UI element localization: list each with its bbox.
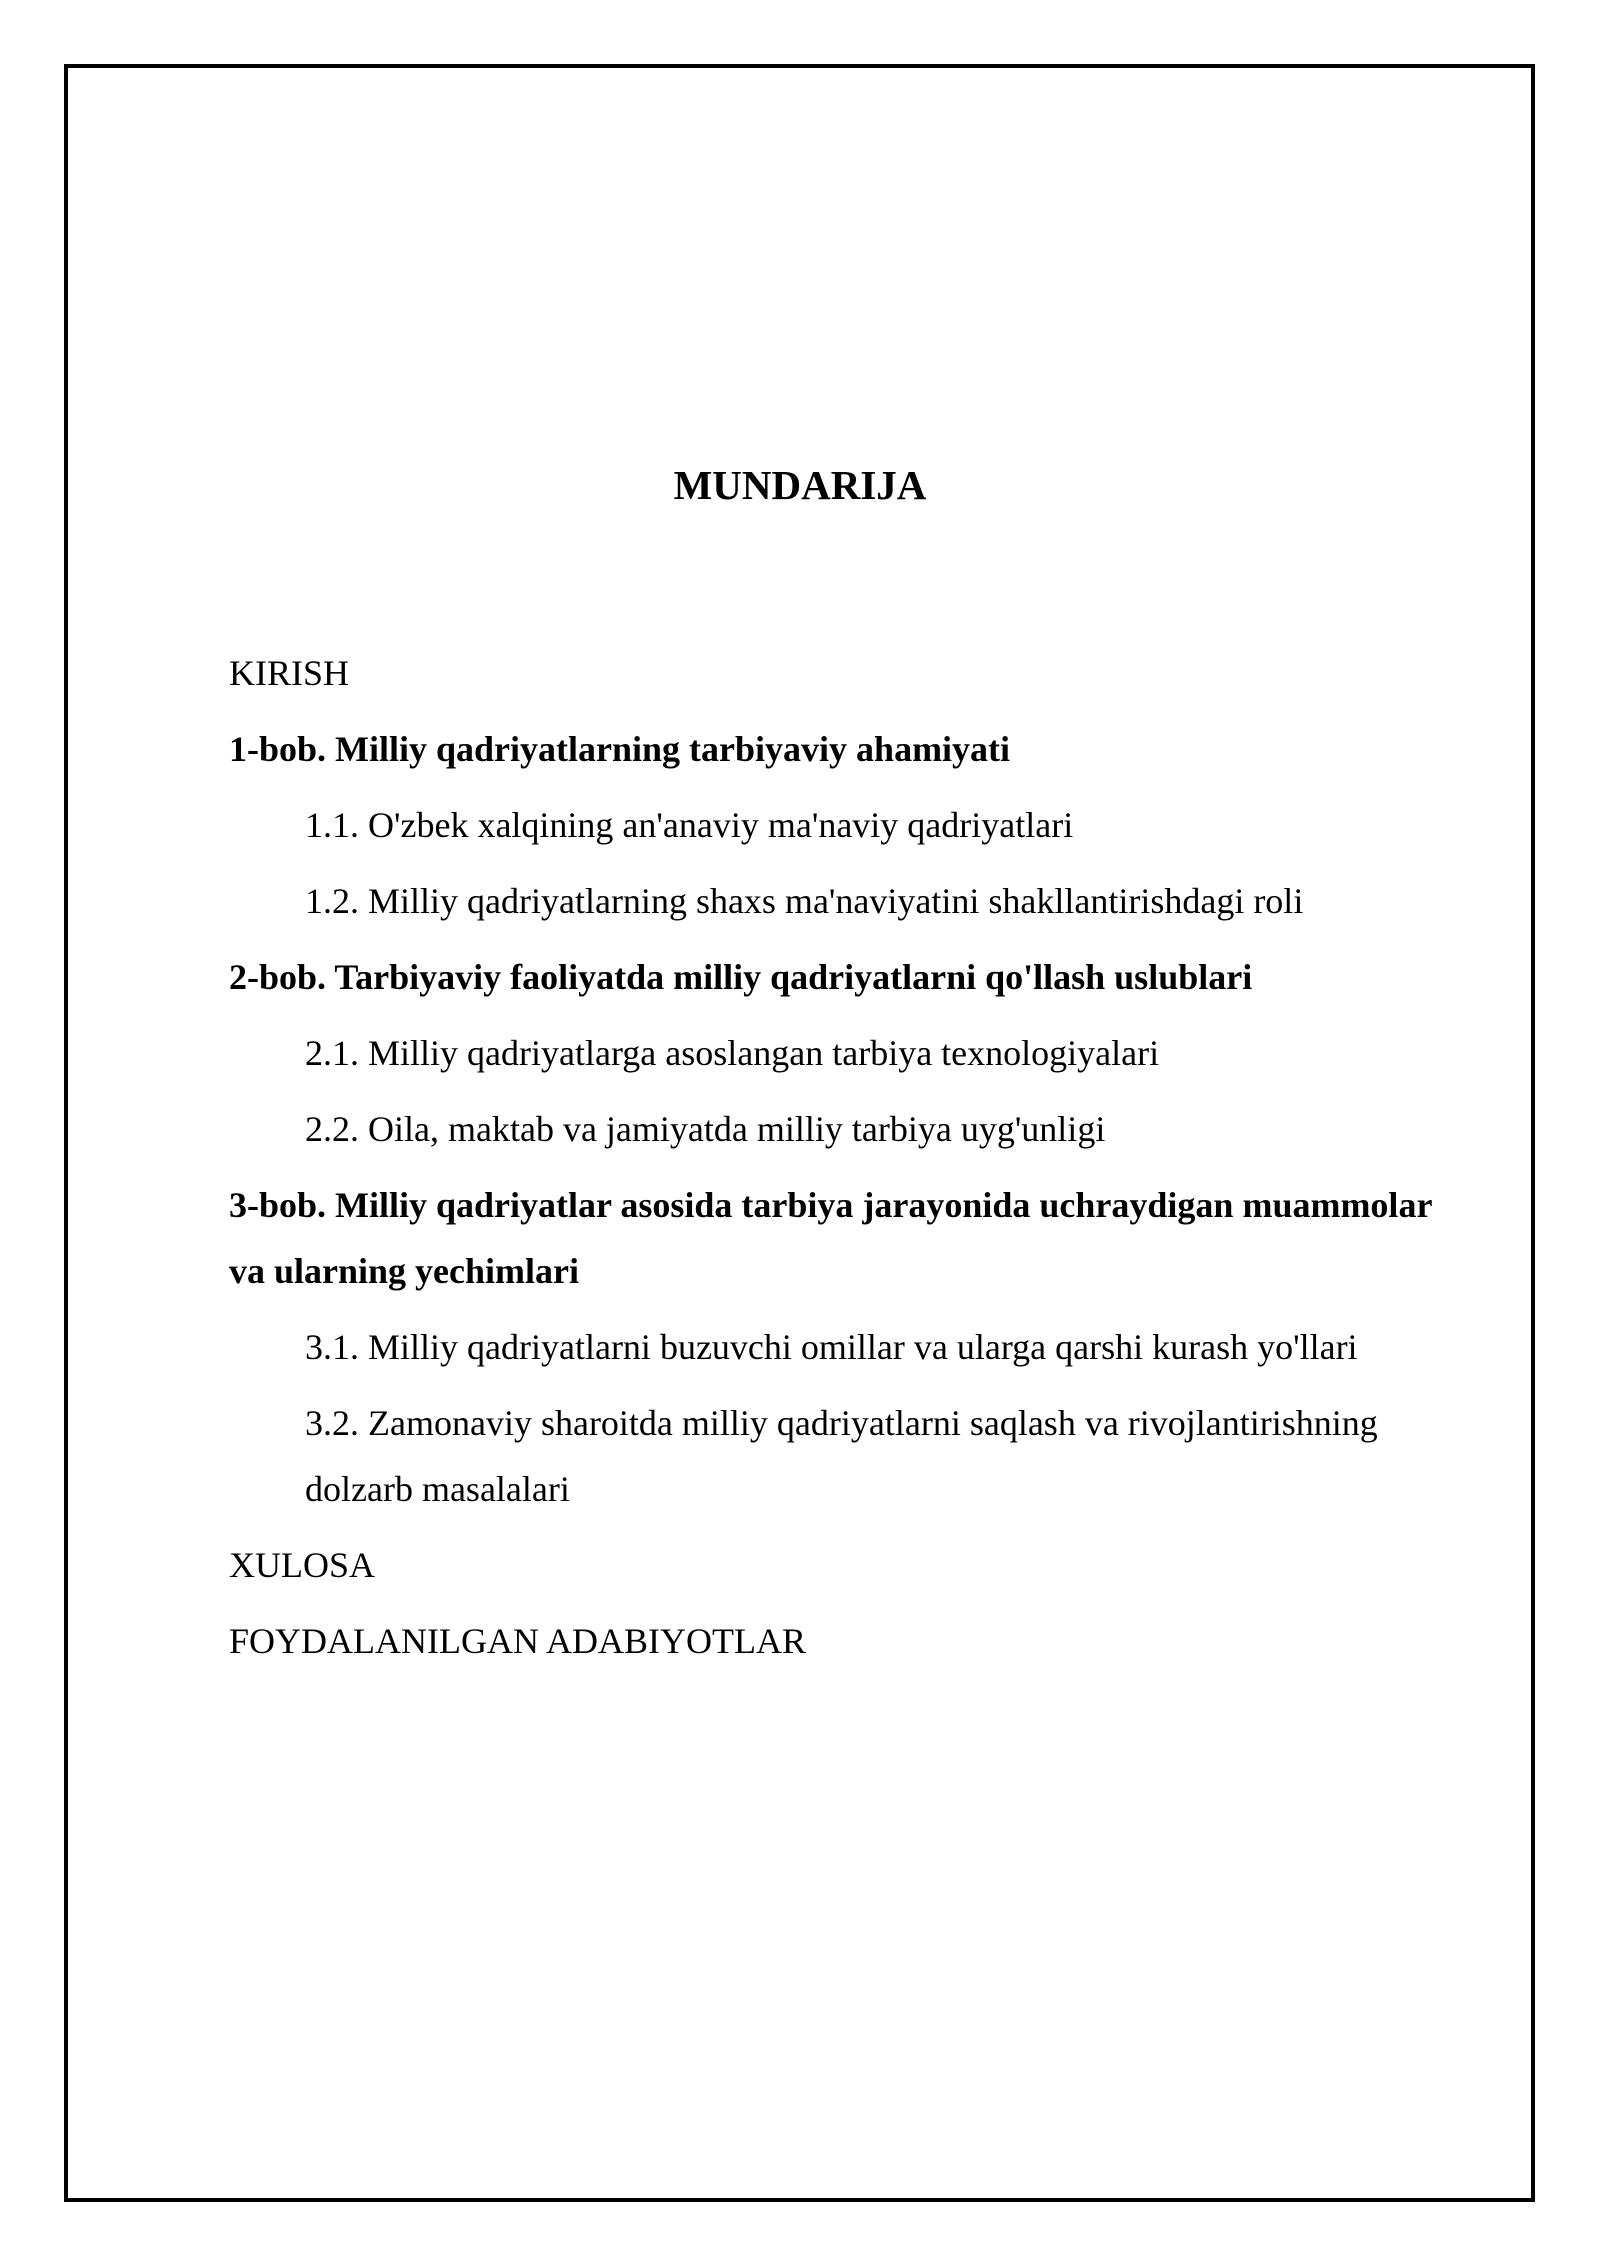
table-of-contents: [229, 640, 1449, 1684]
toc-subsection-3-1: 3.1. Milliy qadriyatlarni buzuvchi omillar va ularga qarshi kurash yo'llari: [305, 1327, 1358, 1367]
toc-subsection-1-1: 1.1. O'zbek xalqining an'anaviy ma'naviy qadriyatlari: [305, 805, 1074, 845]
toc-chapter-1: 1-bob. Milliy qadriyatlarning tarbiyaviy ahamiyati: [229, 729, 1011, 769]
toc-chapter-3: 3-bob. Milliy qadriyatlar asosida tarbiya jarayonida uchraydigan muammolar va ularning yechimlari: [229, 1185, 1432, 1291]
toc-chapter-2: 2-bob. Tarbiyaviy faoliyatda milliy qadriyatlarni qo'llash uslublari: [229, 957, 1253, 997]
toc-subsection-1-2: 1.2. Milliy qadriyatlarning shaxs ma'naviyatini shakllantirishdagi roli: [305, 881, 1304, 921]
toc-subsection-3-2: 3.2. Zamonaviy sharoitda milliy qadriyatlarni saqlash va rivojlantirishning dolzarb masalalari: [305, 1403, 1378, 1509]
toc-entry-kirish: KIRISH: [229, 653, 350, 693]
toc-subsection-2-2: 2.2. Oila, maktab va jamiyatda milliy tarbiya uyg'unligi: [305, 1109, 1106, 1149]
toc-entry-references: FOYDALANILGAN ADABIYOTLAR: [229, 1621, 806, 1661]
page-title: MUNDARIJA: [673, 462, 927, 508]
toc-entry-xulosa: XULOSA: [229, 1545, 376, 1585]
toc-subsection-2-1: 2.1. Milliy qadriyatlarga asoslangan tarbiya texnologiyalari: [305, 1033, 1160, 1073]
